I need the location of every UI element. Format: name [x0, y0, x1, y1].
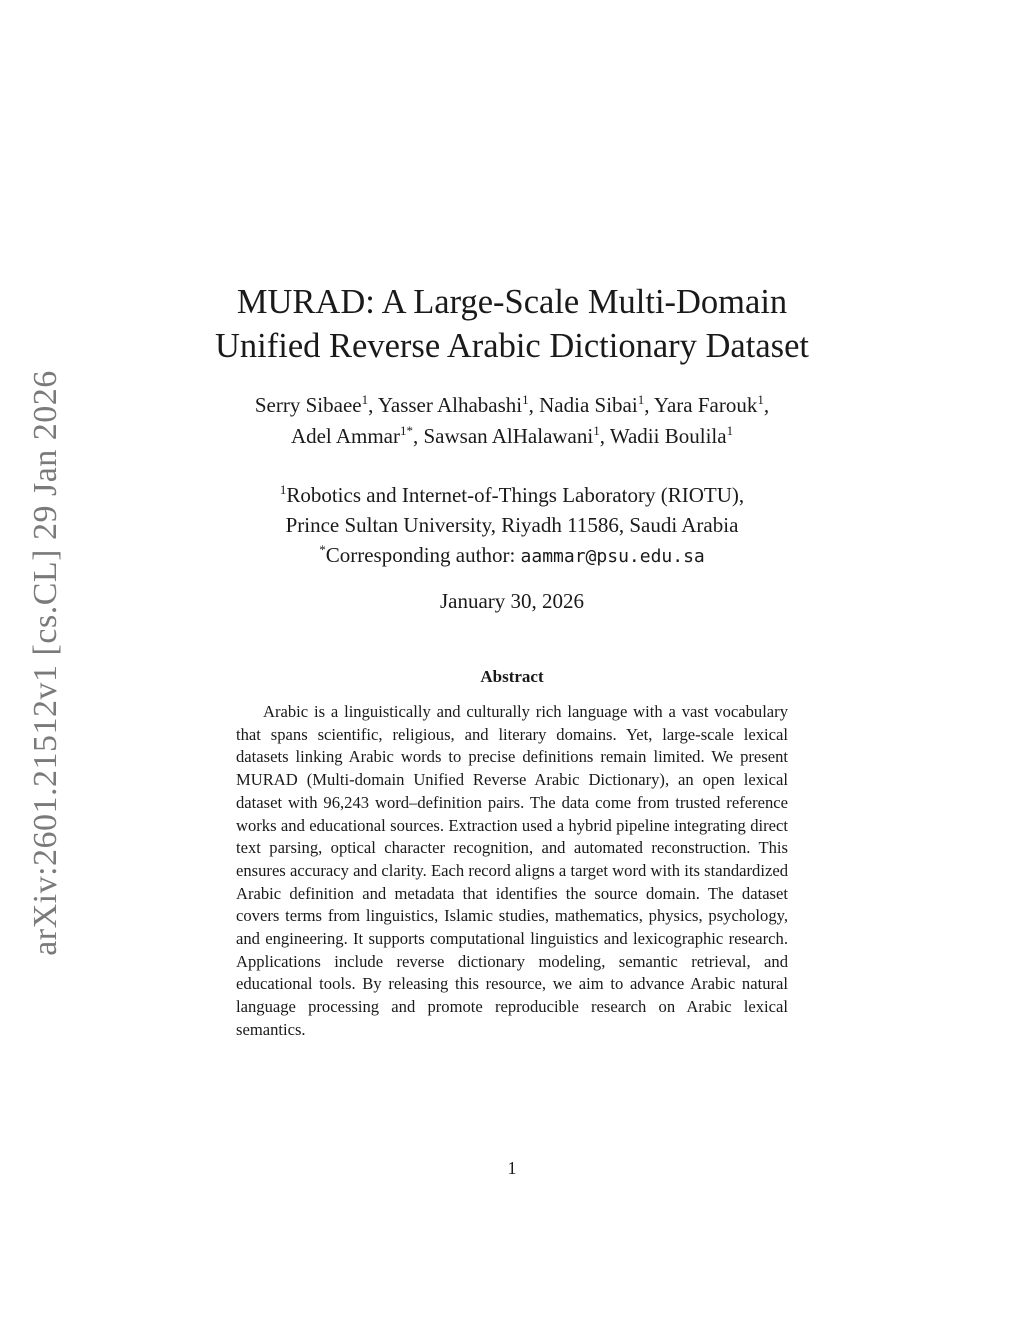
abstract-heading: Abstract: [480, 667, 544, 686]
affiliation-line-1: [0, 480, 1024, 510]
author-line-2: Adel Ammar$^{1*}$, Sawsan AlHalawani$^1$, Wadii Boulila$^1$: [290, 423, 734, 448]
paper-title: [0, 280, 1024, 368]
author-affiliation-mark: 1: [726, 423, 734, 438]
author-affiliation-mark: 1: [522, 392, 529, 407]
arxiv-identifier-stamp: arXiv:2601.21512v1 [cs.CL] 29 Jan 2026: [27, 370, 64, 956]
author-affiliation-mark: 1*: [400, 423, 413, 438]
corresponding-label: Corresponding author:: [325, 543, 521, 567]
author-name: Yara Farouk: [653, 393, 758, 417]
author-affiliation-mark: 1: [593, 423, 600, 438]
affiliation-block: [0, 480, 1024, 572]
corresponding-mark: *: [319, 542, 326, 557]
author-list: [0, 390, 1024, 452]
author-name: Adel Ammar: [290, 424, 400, 448]
paper-date: January 30, 2026: [439, 589, 585, 613]
affiliation-line-2: Prince Sultan University, Riyadh 11586, Saudi Arabia: [285, 513, 739, 537]
abstract-text: Arabic is a linguistically and culturally rich language with a vast vocabulary that spans scientific, religious, and literary domains. Yet, large-scale lexical datasets linking Arabic words to precise definitions remain limited. We present MURAD (Multi-domain Unified Reverse Arabic Dictionary), an open lexical dataset with 96,243 word–definition pairs. The data come from trusted reference works and educational sources. Extraction used a hybrid pipeline integrating direct text parsing, optical character recognition, and automated reconstruction. This ensures accuracy and clarity. Each record aligns a target word with its standardized Arabic definition and metadata that identifies the source domain. The dataset covers terms from linguistics, Islamic studies, mathematics, physics, psychology, and engineering. It supports computational linguistics and lexicographic research. Applications include reverse dictionary modeling, semantic retrieval, and educational tools. By releasing this resource, we aim to advance Arabic natural language processing and promote reproducible research on Arabic lexical semantics.: [236, 702, 788, 1039]
affiliation-mark: 1: [279, 482, 287, 497]
author-name: Serry Sibaee: [254, 393, 362, 417]
title-line-1: MURAD: A Large-Scale Multi-Domain: [236, 283, 788, 321]
author-name: Nadia Sibai: [539, 393, 638, 417]
affiliation-lab: Robotics and Internet-of-Things Laboratory (RIOTU),: [286, 483, 745, 507]
author-line-1: Serry Sibaee$^1$, Yasser Alhabashi$^1$, Nadia Sibai$^1$, Yara Farouk$^1$,: [254, 392, 770, 417]
author-affiliation-mark: 1: [757, 392, 764, 407]
author-name: Wadii Boulila: [609, 424, 727, 448]
author-affiliation-mark: 1: [637, 392, 645, 407]
author-name: Yasser Alhabashi: [377, 393, 523, 417]
page-number: 1: [507, 1158, 517, 1178]
author-name: Sawsan AlHalawani: [423, 424, 594, 448]
author-affiliation-mark: 1: [361, 392, 369, 407]
corresponding-author: [0, 540, 1024, 572]
corresponding-email: aammar@psu.edu.sa: [520, 546, 705, 567]
title-line-2: Unified Reverse Arabic Dictionary Dataset: [215, 327, 809, 365]
